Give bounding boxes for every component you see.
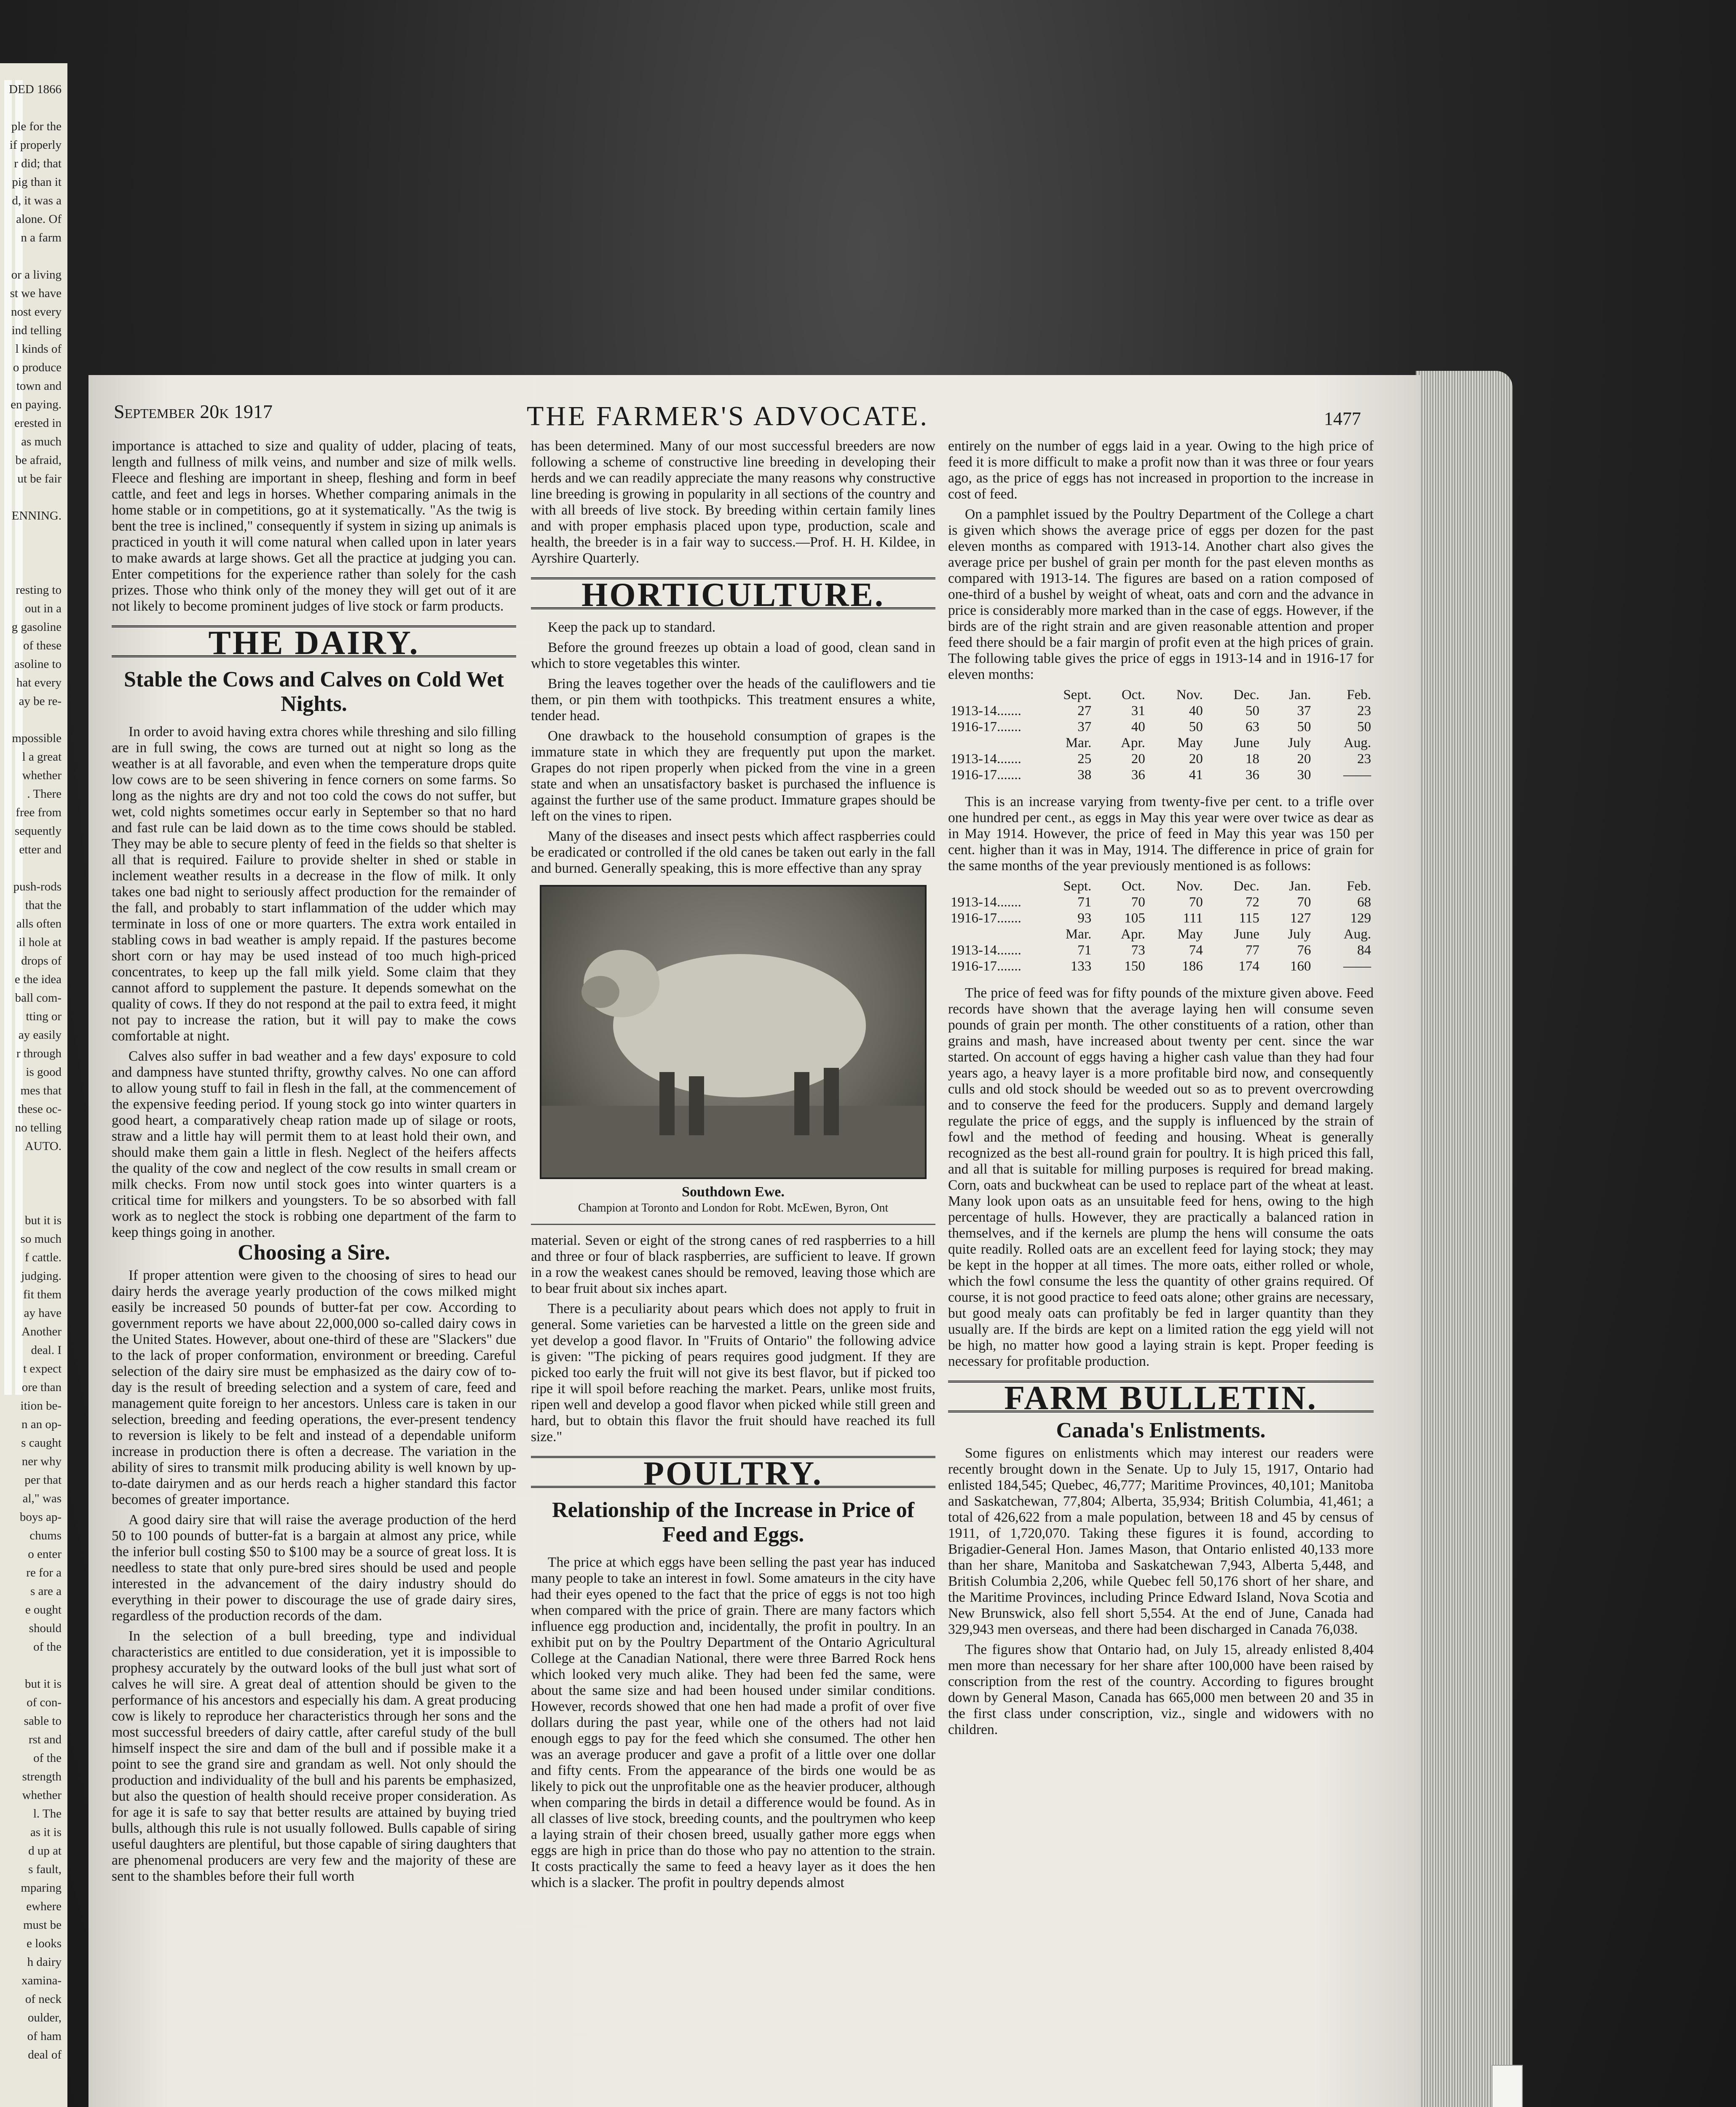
- table-cell: 23: [1357, 703, 1371, 718]
- table-cell: 77: [1245, 943, 1259, 958]
- table-cell: 63: [1245, 719, 1259, 735]
- table-header-cell: May: [1177, 735, 1203, 751]
- article-paragraph: The figures show that Ontario had, on July 15, already enlisted 8,404 men more than necessary for her share after 100,000 have been raised by conscription from the rest of the country. According to figures brought down by General Mason, Canada has 665,000 men between 20 and 35 in the first class under conscription, viz., single and widowers with no children.: [948, 1642, 1374, 1737]
- table-cell: 76: [1297, 943, 1311, 958]
- intro-paragraph: has been determined. Many of our most successful breeders are now following a scheme of constructive line breeding in developing their herds and we can readily appreciate the many reasons why constructive line breeding is growing in popularity in all sections of the country and with all breeds of live stock. By breeding within certain family lines and with proper emphasis placed upon type, production, scale and health, the breeder is in a fair way to success.—Prof. H. H. Kildee, in Ayrshire Quarterly.: [531, 438, 935, 566]
- article-paragraph: This is an increase varying from twenty-five per cent. to a trifle over one hundred per cent., as eggs in May this year were over twice as dear as in May 1914. However, the price of feed in May this year was 150 per cent. higher than it was in May, 1914. The difference in price of grain for the same months of the year previously mentioned is as follows:: [948, 794, 1374, 874]
- table-cell: 1913-14.......: [951, 895, 1021, 910]
- table-cell: 174: [1238, 959, 1259, 974]
- table-header-cell: Dec.: [1233, 687, 1259, 702]
- article-paragraph: There is a peculiarity about pears which does not apply to fruit in general. Some varieties can be harvested a little on the green side and yet develop a good flavor. In "Fruits of Ontario" the following advice is given: "The picking of pears requires good judgment. If they are picked too early the fruit will not give its best flavor, but if picked too ripe it will spoil before reaching the market. Pears, unlike most fruits, ripen well and develop a good flavor when picked while still green and hard, but to obtain this flavor the fruit should have reached its full size.": [531, 1301, 935, 1445]
- intro-paragraph: entirely on the number of eggs laid in a year. Owing to the high price of feed it is more difficult to make a profit now than it was three or four years ago, as the price of eggs has not increased in proportion to the increase in cost of feed.: [948, 438, 1374, 502]
- table-cell: 160: [1290, 959, 1311, 974]
- table-cell: 70: [1131, 895, 1145, 910]
- table-header-cell: Feb.: [1347, 879, 1371, 894]
- article-paragraph: The price of feed was for fifty pounds of the mixture given above. Feed records have shown that the average laying hen will consume seven pounds of grain per month. The other constituents of a ration, other than grains and mash, have increased about twenty per cent. since the war started. On account of eggs having a higher cash value than they had four years ago, a heavy layer is a more profitable bird now, and consequently culls and old stock should be weeded out so as to prevent overcrowding and to conserve the feed for the producers. Supply and demand largely regulate the price of eggs, and the supply is influenced by the strain of fowl and the method of feeding and housing. Wheat is generally recognized as the best all-round grain for poultry. It is high priced this fall, and all that is suitable for milling purposes is required for bread making. Corn, oats and buckwheat can be used to replace part of the wheat at least. Many look upon oats as an unsuitable feed for hens, owing to the high percentage of hulls. However, they are practically a balanced ration in themselves, and if the kernels are plump the hens will consume the oats quite readily. Rolled oats are an excellent feed for laying stock; they may be kept in the hopper at all times. The more oats, either rolled or whole, which the fowl consume the less the quantity of other grains required. Of course, it is not good practice to feed oats alone; other grains are necessary, but good mealy oats can profitably be fed in larger quantity than they usually are. If the birds are kept on a limited ration the egg yield will not be high, no matter how good a laying strain is kept. Proper feeding is necessary for profitable production.: [948, 985, 1374, 1369]
- table-row: [948, 719, 1374, 735]
- table-header-cell: July: [1288, 927, 1311, 942]
- section-heading-poultry: POULTRY.: [531, 1456, 935, 1488]
- table-header-cell: Apr.: [1120, 927, 1145, 942]
- table-cell: 1913-14.......: [951, 703, 1021, 718]
- table-row: [948, 767, 1374, 783]
- article-paragraph: material. Seven or eight of the strong canes of red raspberries to a hill and three or four of black raspberries, are sufficient to leave. If grown in a row the weakest canes should be removed, leaving those which are to bear fruit about six inches apart.: [531, 1233, 935, 1296]
- table-header-cell: Nov.: [1176, 879, 1203, 894]
- sheep-illustration: [541, 887, 925, 1177]
- table-cell: ——: [1343, 767, 1371, 783]
- table-cell: 115: [1239, 911, 1259, 926]
- table-header-cell: Aug.: [1343, 927, 1371, 942]
- table-cell: 40: [1189, 703, 1203, 718]
- article-title: Choosing a Sire.: [238, 1241, 390, 1265]
- table-header-cell: July: [1288, 735, 1311, 751]
- table-header-cell: Aug.: [1343, 735, 1371, 751]
- table-header-cell: Mar.: [1065, 927, 1092, 942]
- section-heading-dairy: THE DAIRY.: [112, 625, 516, 657]
- table-cell: 71: [1077, 943, 1092, 958]
- article-paragraph: If proper attention were given to the choosing of sires to head our dairy herds the average yearly production of the cows milked might easily be increased 50 pounds of butter-fat per cow. According to government reports we have about 22,000,000 so-called dairy cows in the United States. However, about one-third of these are "Slackers" due to the lack of proper conformation, environment or breeding. Careful selection of the dairy sire must be emphasized as the dairy cow of to-day is the result of breeding selection and a system of care, feed and management quite foreign to her ancestors. Unless care is taken in our selection, breeding and feeding operations, the ever-present tendency to reversion is likely to be felt and instead of a dependable uniform increase in production there is often a decrease. The variation in the ability of sires to transmit milk producing ability is well known by up-to-date dairymen and as our herds reach a higher standard this factor becomes of greater importance.: [112, 1268, 516, 1507]
- newspaper-page: [88, 375, 1420, 2107]
- table-cell: 23: [1357, 751, 1371, 767]
- article-paragraph: In the selection of a bull breeding, type and individual characteristics are entitled to due consideration, yet it is impossible to prophesy accurately by the outward looks of the bull just what sort of calves he will sire. A great deal of attention should be given to the performance of his ancestors and especially his dam. A great producing cow is likely to reproduce her characteristics through her sons and the most successful breeders of dairy cattle, after careful study of the bull himself inspect the sire and dam of the bull and if possible make it a point to see the grand sire and grandam as well. Not only should the production and individuality of the bull and his parents be emphasized, but also the question of health should receive proper consideration. As for age it is safe to say that better results are attained by buying tried bulls, although this rule is not usually followed. Bulls capable of siring useful daughters are plentiful, but those capable of siring daughters that are phenomenal producers are very few and the majority of these are sent to the shambles before their full worth: [112, 1628, 516, 1884]
- page-number: 1477: [1324, 408, 1361, 429]
- article-paragraph: In order to avoid having extra chores while threshing and silo filling are in full swing, the cows are turned out at night so long as the weather is at all favorable, and even when the temperature drops quite low cows are to be seen shivering in fence corners on some farms. So long as the nights are dry and not too cold the cows do not suffer, but wet, cold nights sometimes occur early in September so that no hard and fast rule can be laid down as to the time cows should be stabled. They may be able to secure plenty of feed in the fields so that shelter is all that is required. Failure to provide shelter in shed or stable in inclement weather results in a decrease in the flow of milk. It only takes one bad night to seriously affect production for the remainder of the fall, and probably to start inflammation of the udder which may terminate in loss of one or more quarters. The extra work entailed in stabling cows in bad weather is amply repaid. If the pastures become short corn or hay may be used instead of too much high-priced concentrates, to keep up the fall milk yield. Some claim that they cannot afford to supplement the pasture. It depends somewhat on the quality of cows. If they do not respond at the pail to extra feed, it might not pay to increase the ration, but it will pay to make the cows comfortable at night.: [112, 724, 516, 1044]
- table-cell: 36: [1245, 767, 1259, 783]
- table-cell: 127: [1290, 911, 1311, 926]
- table-header-cell: Nov.: [1176, 687, 1203, 702]
- adjacent-left-page: [0, 63, 67, 2107]
- table-header-row: [948, 878, 1374, 894]
- article-title: Relationship of the Increase in Price of Feed and Eggs.: [552, 1498, 914, 1547]
- column-3: [948, 438, 1374, 1742]
- table-cell: 1913-14.......: [951, 943, 1021, 958]
- column-2: [531, 438, 935, 1895]
- table-cell: 1916-17.......: [951, 911, 1021, 926]
- table-cell: 41: [1189, 767, 1203, 783]
- table-row: [948, 958, 1374, 974]
- table-header-cell: Oct.: [1121, 879, 1145, 894]
- table-cell: 186: [1182, 959, 1203, 974]
- table-cell: 30: [1297, 767, 1311, 783]
- column-1: [112, 438, 516, 1889]
- article-title: Stable the Cows and Calves on Cold Wet Nights.: [124, 667, 504, 716]
- table-cell: 50: [1189, 719, 1203, 735]
- table-cell: 50: [1357, 719, 1371, 735]
- table-cell: 1916-17.......: [951, 719, 1021, 735]
- article-paragraph: Some figures on enlistments which may interest our readers were recently brought down in the Senate. Up to July 15, 1917, Ontario had enlisted 184,545; Quebec, 46,777; Maritime Provinces, 40,101; Manitoba and Saskatchewan, 77,804; Alberta, 35,934; British Columbia, 41,461; a total of 426,622 from a male population, between 18 and 45 by census of 1911, of 1,720,070. Taking these figures it is found, according to Brigadier-General Hon. James Mason, that Ontario enlisted 40,133 more than her share, Manitoba and Saskatchewan 7,943, Alberta 5,448, and British Columbia 2,206, while Quebec fell 50,176 short of her share, and the Maritime Provinces, including Prince Edward Island, Nova Scotia and New Brunswick, also fell short 5,554. At the end of June, Canada had 329,943 men overseas, and there had been discharged in Canada 76,038.: [948, 1445, 1374, 1637]
- table-cell: 25: [1077, 751, 1092, 767]
- table-cell: 37: [1077, 719, 1092, 735]
- article-paragraph: Bring the leaves together over the heads of the cauliflowers and tie them, or pin them with toothpicks. This treatment ensures a white, tender head.: [531, 676, 935, 724]
- table-header-row: [948, 687, 1374, 703]
- masthead-title: THE FARMER'S ADVOCATE.: [527, 401, 929, 432]
- table-cell: 73: [1131, 943, 1145, 958]
- section-heading-horticulture: HORTICULTURE.: [531, 577, 935, 609]
- table-cell: 20: [1131, 751, 1145, 767]
- table-cell: 20: [1297, 751, 1311, 767]
- table-header-cell: June: [1234, 927, 1259, 942]
- table-cell: 38: [1077, 767, 1092, 783]
- table-cell: 129: [1350, 911, 1371, 926]
- table-row: [948, 910, 1374, 926]
- table-header-cell: Jan.: [1289, 687, 1311, 702]
- table-row: [948, 894, 1374, 910]
- table-cell: 70: [1297, 895, 1311, 910]
- table-cell: 40: [1131, 719, 1145, 735]
- table-cell: 133: [1070, 959, 1092, 974]
- table-cell: 105: [1124, 911, 1145, 926]
- table-cell: 50: [1245, 703, 1259, 718]
- divider: [531, 1224, 935, 1225]
- table-cell: 111: [1183, 911, 1203, 926]
- article-paragraph: One drawback to the household consumption of grapes is the immature state in which they are frequently put upon the market. Grapes do not ripen properly when picked from the vine in a green state and when an unsatisfactory basket is purchased the influence is against the further use of the same product. Immature grapes should be left on the vines to ripen.: [531, 728, 935, 824]
- southdown-ewe-photo: [540, 885, 927, 1179]
- article-title: Canada's Enlistments.: [1056, 1418, 1266, 1442]
- table-header-cell: Apr.: [1120, 735, 1145, 751]
- table-header-cell: June: [1234, 735, 1259, 751]
- table-row: [948, 751, 1374, 767]
- table-header-cell: May: [1177, 927, 1203, 942]
- table-cell: 36: [1131, 767, 1145, 783]
- table-cell: 1916-17.......: [951, 959, 1021, 974]
- article-paragraph: Calves also suffer in bad weather and a few days' exposure to cold and dampness have stunted thrifty, growthy calves. No one can afford to allow young stuff to fail in flesh in the fall, at the commencement of the expensive feeding period. If young stock go into winter quarters in good heart, a comparatively cheap ration made up of silage or roots, straw and a little hay will permit them to at least hold their own, and should make them gain a little in flesh. Neglect of the heifers affects the quality of the cow and neglect of the cow results in small cream or milk checks. From now until stock goes into winter quarters is a critical time for milkers and youngsters. To be so absorbed with fall work as to neglect the stock is robbing one department of the farm to keep things going in another.: [112, 1048, 516, 1240]
- article-paragraph: The price at which eggs have been selling the past year has induced many people to take an interest in fowl. Some amateurs in the city have had their eyes opened to the fact that the price of eggs is not too high when compared with the price of grain. There are many factors which influence egg production and, incidentally, the profit in poultry. In an exhibit put on by the Poultry Department of the Ontario Agricultural College at the Canadian National, there were three Barred Rock hens which looked very much alike. They had been fed the same, were about the same size and had been housed under similar conditions. However, records showed that one hen had made a profit of over five dollars during the past year, while one of the others had not laid enough eggs to pay for the feed which she consumed. The other hen was an average producer and gave a profit of a little over one dollar and fifty cents. From the appearance of the birds one would be as likely to pick out the unprofitable one as the heavier producer, although when comparing the birds in detail a difference would be found. As in all classes of live stock, breeding counts, and the poultrymen who keep a laying strain of their chosen breed, usually gather more eggs when eggs are high in price than do those who pay no attention to the strain. It costs practically the same to feed a heavy layer as it does the hen which is a slacker. The profit in poultry depends almost: [531, 1555, 935, 1890]
- table-cell: 18: [1245, 751, 1259, 767]
- article-paragraph: A good dairy sire that will raise the average production of the herd 50 to 100 pounds of butter-fat is a bargain at almost any price, while the inferior bull costing $50 to $100 may be a source of great loss. It is needless to state that only pure-bred sires should be used and people interested in the advancement of the dairy industry should do everything in their power to discourage the use of grade dairy sires, regardless of the production records of the dam.: [112, 1512, 516, 1624]
- article-paragraph: Before the ground freezes up obtain a load of good, clean sand in which to store vegetables this winter.: [531, 640, 935, 671]
- table-cell: 93: [1077, 911, 1092, 926]
- section-heading-farm-bulletin: FARM BULLETIN.: [948, 1381, 1374, 1413]
- table-cell: 50: [1297, 719, 1311, 735]
- table-header-cell: Sept.: [1063, 879, 1092, 894]
- table-cell: 74: [1189, 943, 1203, 958]
- table-cell: 71: [1077, 895, 1092, 910]
- table-header-cell: Jan.: [1289, 879, 1311, 894]
- grain-price-table: [948, 878, 1374, 974]
- table-header-cell: Sept.: [1063, 687, 1092, 702]
- table-header-cell: Mar.: [1065, 735, 1092, 751]
- article-paragraph: On a pamphlet issued by the Poultry Department of the College a chart is given which shows the average price of eggs per dozen for the past eleven months as compared with 1913-14. Another chart also gives the average price per bushel of grain per month for the past eleven months as compared with 1913-14. The figures are based on a ration composed of one-third of a bushel by weight of wheat, oats and corn and the advance in price is considerably more marked than in the case of eggs. However, if the birds are of the right strain and are given reasonable attention and proper feed there should be a fair margin of profit even at the high prices of grain. The following table gives the price of eggs in 1913-14 and in 1916-17 for eleven months:: [948, 507, 1374, 682]
- table-header-row: [948, 926, 1374, 942]
- photo-caption: Champion at Toronto and London for Robt. McEwen, Byron, Ont: [578, 1201, 889, 1214]
- bookmark-tab: [1492, 2065, 1523, 2107]
- table-header-cell: Oct.: [1121, 687, 1145, 702]
- table-cell: 1916-17.......: [951, 767, 1021, 783]
- egg-price-table: [948, 687, 1374, 783]
- table-cell: 37: [1297, 703, 1311, 718]
- table-row: [948, 942, 1374, 958]
- table-cell: 20: [1189, 751, 1203, 767]
- table-row: [948, 703, 1374, 719]
- photo-title: Southdown Ewe.: [682, 1184, 785, 1200]
- table-cell: 70: [1189, 895, 1203, 910]
- table-header-cell: Dec.: [1233, 879, 1259, 894]
- book-page-edges: [1416, 371, 1513, 2107]
- table-cell: 27: [1077, 703, 1092, 718]
- table-header-cell: Feb.: [1347, 687, 1371, 702]
- issue-date: September 20k 1917: [114, 401, 273, 422]
- page-header: [114, 400, 1395, 434]
- table-header-row: [948, 735, 1374, 751]
- table-cell: ——: [1343, 959, 1371, 974]
- table-cell: 31: [1131, 703, 1145, 718]
- intro-paragraph: importance is attached to size and quality of udder, placing of teats, length and fullness of milk veins, and number and size of milk wells. Fleece and fleshing are important in sheep, fleshing and form in beef cattle, and feet and legs in horses. Whether comparing animals in the home stable or in competitions, go at it systematically. "As the twig is bent the tree is inclined," consequently if system in sizing up animals is practiced in youth it will come natural when called upon in later years to make awards at large shows. Get all the practice at judging you can. Enter competitions for the experience rather than solely for the cash prizes. Those who think only of the money they will get out of it are not likely to become prominent judges of live stock or farm products.: [112, 438, 516, 614]
- table-cell: 72: [1245, 895, 1259, 910]
- table-cell: 1913-14.......: [951, 751, 1021, 767]
- table-cell: 68: [1357, 895, 1371, 910]
- article-paragraph: Keep the pack up to standard.: [548, 619, 716, 635]
- article-paragraph: Many of the diseases and insect pests which affect raspberries could be eradicated or controlled if the old canes be taken out early in the fall and burned. Generally speaking, this is more effective than any spray: [531, 828, 935, 876]
- table-cell: 150: [1124, 959, 1145, 974]
- table-cell: 84: [1357, 943, 1371, 958]
- left-page-fragment-text: DED 1866 ple for the if properly r did; that pig than it d, it was a alone. Of n a farm or a living st we have nost every ind telling l kinds of o produce town and en paying. erested in as much be afraid, ut be fair ENNING. resting to out in a g gasoline of these asoline to hat every ay be re- mpossible l a great whether . There free from sequently etter and push-rods that the alls often il hole at drops of e the idea ball com- tting or ay easily r through is good mes that these oc- no telling AUTO. but it is so much f cattle. judging. fit them ay have Another deal. I t expect ore than ition be- n an op- s caught ner why per that al," was boys ap- chums o enter re for a s are a e ought should of the but it is of con- sable to rst and of the strength whether l. The as it is d up at s fault, mparing ewhere must be e looks h dairy xamina- of neck oulder, of ham deal of: [9, 83, 62, 2061]
